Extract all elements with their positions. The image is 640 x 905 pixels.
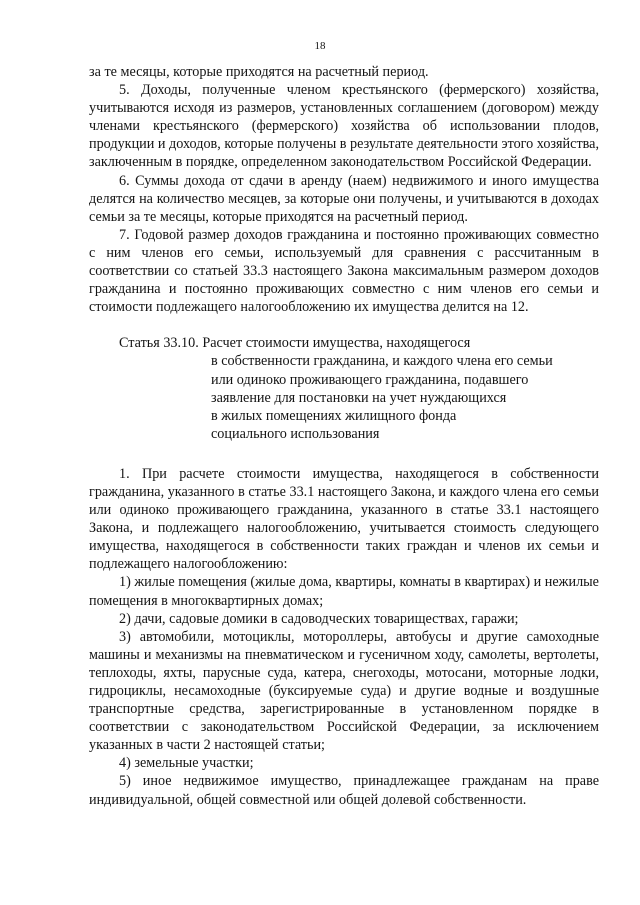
article-title-line: или одиноко проживающего гражданина, подавшего bbox=[211, 371, 529, 388]
paragraph-item-6: 6. Суммы дохода от сдачи в аренду (наем) недвижимого и иного имущества делятся на количество месяцев, за которые они получены, и учитываются в доходах семьи за те месяцы, которые приходятся на расчетный период. bbox=[89, 172, 599, 225]
article-title-line: в собственности гражданина, и каждого члена его семьи bbox=[211, 353, 553, 370]
page-number: 18 bbox=[314, 40, 326, 52]
document-body bbox=[89, 63, 599, 809]
list-item-5: 5) иное недвижимое имущество, принадлежащее гражданам на праве индивидуальной, общей совместной или общей долевой собственности. bbox=[89, 773, 599, 808]
list-item-2: 2) дачи, садовые домики в садоводческих товариществах, гаражи; bbox=[119, 610, 519, 627]
list-item-4: 4) земельные участки; bbox=[119, 755, 254, 772]
list-item-3: 3) автомобили, мотоциклы, мотороллеры, автобусы и другие самоходные машины и механизмы на пневматическом и гусеничном ходу, самолеты, вертолеты, теплоходы, яхты, парусные суда, катера, снегоходы, мотосани, моторные лодки, гидроциклы, несамоходные (буксируемые суда) и другие водные и воздушные транспортные средства, зарегистрированные в установленном порядке в соответствии с законодательством Российской Федерации, за исключением указанных в части 2 настоящей статьи; bbox=[89, 628, 599, 754]
article-heading bbox=[89, 334, 599, 443]
article-title-line: в жилых помещениях жилищного фонда bbox=[211, 407, 457, 424]
paragraph-continuation: за те месяцы, которые приходятся на расчетный период. bbox=[89, 64, 429, 80]
article-title-line: социального использования bbox=[211, 425, 380, 442]
list-item-1: 1) жилые помещения (жилые дома, квартиры, комнаты в квартирах) и нежилые помещения в многоквартирных домах; bbox=[89, 574, 599, 609]
article-title-line: Статья 33.10. Расчет стоимости имущества, находящегося bbox=[119, 335, 471, 352]
paragraph-item-7: 7. Годовой размер доходов гражданина и постоянно проживающих совместно с ним членов его семьи, используемый для сравнения с рассчитанным в соответствии со статьей 33.3 настоящего Закона максимальным размером доходов гражданина и постоянно проживающих совместно с ним членов его семьи и стоимости подлежащего налогообложению их имущества делится на 12. bbox=[89, 226, 599, 316]
article-title-line: заявление для постановки на учет нуждающихся bbox=[211, 389, 507, 406]
paragraph-item-5: 5. Доходы, полученные членом крестьянского (фермерского) хозяйства, учитываются исходя из размеров, установленных соглашением (договором) между членами крестьянского (фермерского) хозяйства об использовании плодов, продукции и доходов, которые получены в результате деятельности этого хозяйства, заключенным в порядке, определенном законодательством Российской Федерации. bbox=[89, 82, 600, 171]
paragraph-part-1: 1. При расчете стоимости имущества, находящегося в собственности гражданина, указанного в статье 33.1 настоящего Закона, и каждого члена его семьи или одиноко проживающего гражданина, указанного в статье 33.1 настоящего Закона, и подлежащего налогообложению, учитывается стоимость следующего имущества, находящегося в собственности таких граждан и членов их семьи и подлежащего налогообложению: bbox=[89, 465, 599, 573]
